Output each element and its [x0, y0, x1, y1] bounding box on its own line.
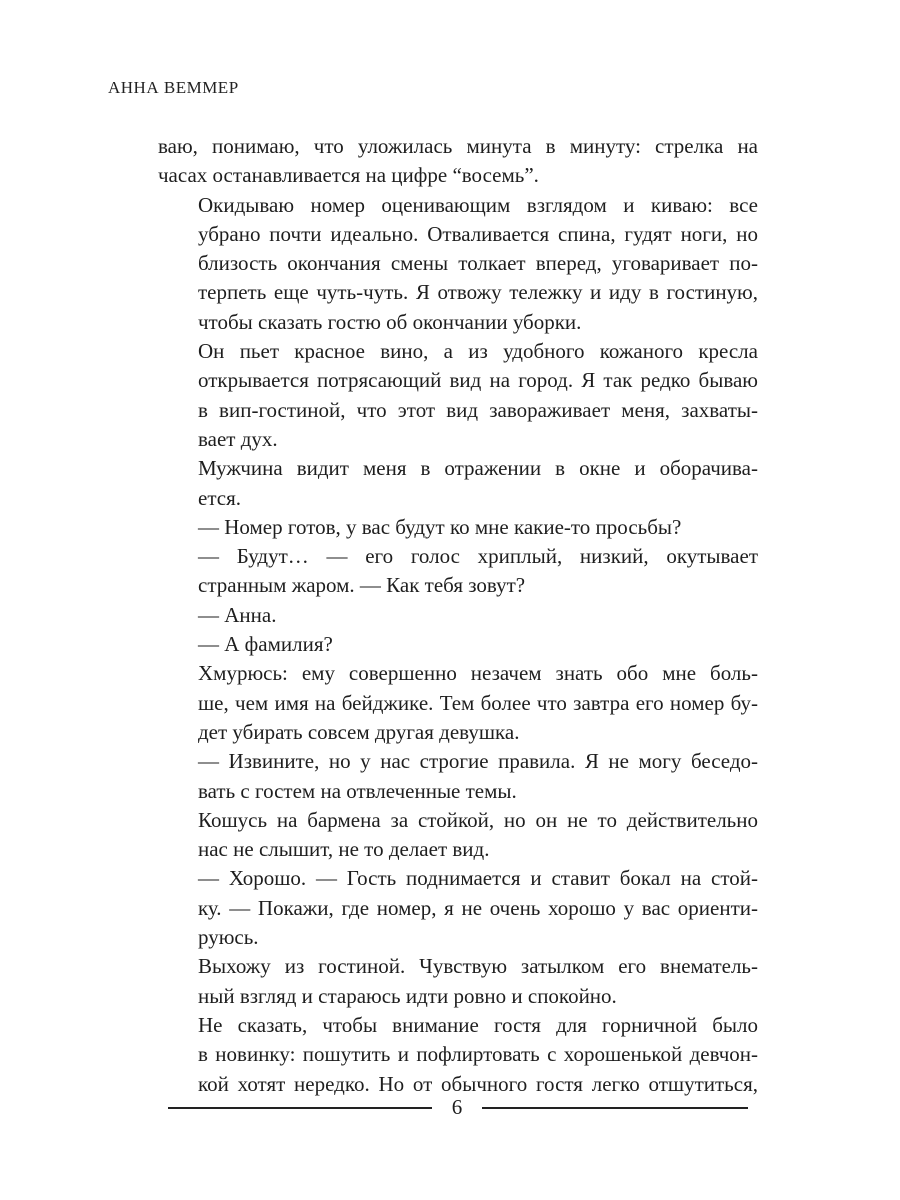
- text-line: открывается потрясающий вид на город. Я так редко бываю: [198, 368, 758, 393]
- text-line: — Номер готов, у вас будут ко мне какие-то просьбы?: [198, 514, 682, 539]
- page-footer: [168, 1094, 748, 1124]
- paragraph: [158, 952, 758, 1011]
- text-line: чтобы сказать гостю об окончании уборки.: [198, 309, 582, 334]
- paragraph: [158, 191, 758, 337]
- text-line: в новинку: пошутить и пофлиртовать с хорошенькой девчон-: [198, 1042, 758, 1067]
- text-line: — Извините, но у нас строгие правила. Я не могу беседо-: [198, 749, 758, 774]
- text-line: ку. — Покажи, где номер, я не очень хорошо у вас ориенти-: [198, 895, 758, 920]
- paragraph: [158, 806, 758, 865]
- page-number: 6: [451, 1095, 463, 1119]
- text-line: Он пьет красное вино, а из удобного кожаного кресла: [198, 339, 758, 364]
- paragraph: [158, 454, 758, 513]
- paragraph: [158, 601, 758, 630]
- text-line: — Хорошо. — Гость поднимается и ставит бокал на стой-: [198, 866, 758, 891]
- text-line: ваю, понимаю, что уложилась минута в минуту: стрелка на: [158, 134, 758, 158]
- text-line: вать с гостем на отвлеченные темы.: [198, 778, 517, 803]
- text-line: Кошусь на бармена за стойкой, но он не то действительно: [198, 807, 758, 832]
- footer-rule-left: [168, 1107, 432, 1109]
- paragraph: [158, 513, 758, 542]
- text-line: близость окончания смены толкает вперед, уговаривает по-: [198, 251, 758, 276]
- text-line: кой хотят нередко. Но от обычного гостя легко отшутиться,: [198, 1071, 758, 1096]
- paragraph: [158, 337, 758, 454]
- text-line: ный взгляд и стараюсь идти ровно и спокойно.: [198, 983, 617, 1008]
- text-line: терпеть еще чуть-чуть. Я отвожу тележку и иду в гостиную,: [198, 280, 758, 305]
- paragraph: [158, 1011, 758, 1099]
- text-line: нас не слышит, не то делает вид.: [198, 837, 490, 862]
- paragraph: [158, 630, 758, 659]
- running-head: АННА ВЕММЕР: [108, 78, 239, 97]
- text-line: в вип-гостиной, что этот вид завораживает меня, захваты-: [198, 397, 758, 422]
- text-line: — А фамилия?: [198, 632, 333, 657]
- text-line: — Будут… — его голос хриплый, низкий, окутывает: [198, 544, 758, 569]
- text-line: часах останавливается на цифре “восемь”.: [158, 163, 539, 188]
- paragraph: [158, 747, 758, 806]
- paragraph: [158, 659, 758, 747]
- body-text: [158, 132, 758, 1099]
- text-line: — Анна.: [198, 602, 277, 627]
- paragraph: [158, 542, 758, 601]
- text-line: руюсь.: [198, 925, 259, 950]
- text-line: дет убирать совсем другая девушка.: [198, 719, 520, 744]
- text-line: вает дух.: [198, 426, 278, 451]
- text-line: Окидываю номер оценивающим взглядом и киваю: все: [198, 192, 758, 217]
- text-line: убрано почти идеально. Отваливается спина, гудят ноги, но: [198, 221, 758, 246]
- text-line: Не сказать, чтобы внимание гостя для горничной было: [198, 1012, 758, 1037]
- paragraph: [158, 132, 758, 191]
- text-line: ется.: [198, 485, 241, 510]
- text-line: Хмурюсь: ему совершенно незачем знать обо мне боль-: [198, 661, 758, 686]
- paragraph: [158, 864, 758, 952]
- text-line: Мужчина видит меня в отражении в окне и оборачива-: [198, 456, 758, 481]
- text-line: ше, чем имя на бейджике. Тем более что завтра его номер бу-: [198, 690, 758, 715]
- footer-rule-right: [482, 1107, 748, 1109]
- text-line: Выхожу из гостиной. Чувствую затылком его внематель-: [198, 954, 758, 979]
- text-line: странным жаром. — Как тебя зовут?: [198, 573, 526, 598]
